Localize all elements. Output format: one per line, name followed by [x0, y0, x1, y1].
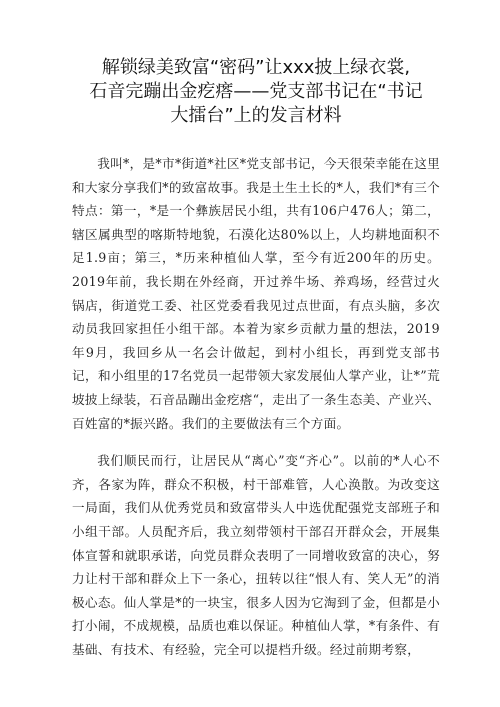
title-line-2: 石音完蹦出金疙瘩——党支部书记在“书记 — [89, 81, 423, 102]
body-paragraph-1: 我叫*，是*市*街道*社区*党支部书记，今天很荣幸能在这里和大家分享我们*的致富故事。我是土生土长的*人，我们*有三个特点：第一，*是一个彝族居民小组，共有106户476人；第二，辖区属典型的喀斯特地貌，石漠化达80%以上，人均耕地面积不足1.9亩；第三，*历来种植仙人掌，至今有近200年的历史。2019年前，我长期在外经商，开过养牛场、养鸡场，经营过火锅店，街道党工委、社区党委看我见过点世面，有点头脑，多次动员我回家担任小组干部。本着为家乡贡献力量的想法，2019年9月，我回乡从一名会计做起，到村小组长，再到党支部书记，和小组里的17名党员一起带领大家发展仙人掌产业，让*”荒坡披上绿装，石音品蹦出金疙瘩“，走出了一条生态美、产业兴、百姓富的*振兴路。我们的主要做法有三个方面。 — [72, 156, 440, 431]
body-paragraph-2: 我们顺民而行，让居民从“离心”变“齐心”。以前的*人心不齐，各家为阵，群众不积极，村干部难管，人心涣散。为改变这一局面，我们从优秀党员和致富带头人中选优配强党支部班子和小组干部。人员配齐后，我立刻带领村干部召开群众会，开展集体宣誓和就职承诺，向党员群众表明了一同增收致富的决心，努力让村干部和群众上下一条心，扭转以往“恨人有、笑人无”的消极心态。仙人掌是*的一块宝，很多人因为它淘到了金，但都是小打小闹，不成规模，品质也难以保证。种植仙人掌，*有条件、有基础、有技术、有经验，完全可以提档升级。经过前期考察， — [72, 453, 440, 657]
document-title — [72, 56, 440, 128]
title-line-3: 大擂台”上的发言材料 — [170, 105, 342, 126]
title-line-1: 解锁绿美致富“密码”让xxx披上绿衣裳, — [101, 57, 411, 78]
